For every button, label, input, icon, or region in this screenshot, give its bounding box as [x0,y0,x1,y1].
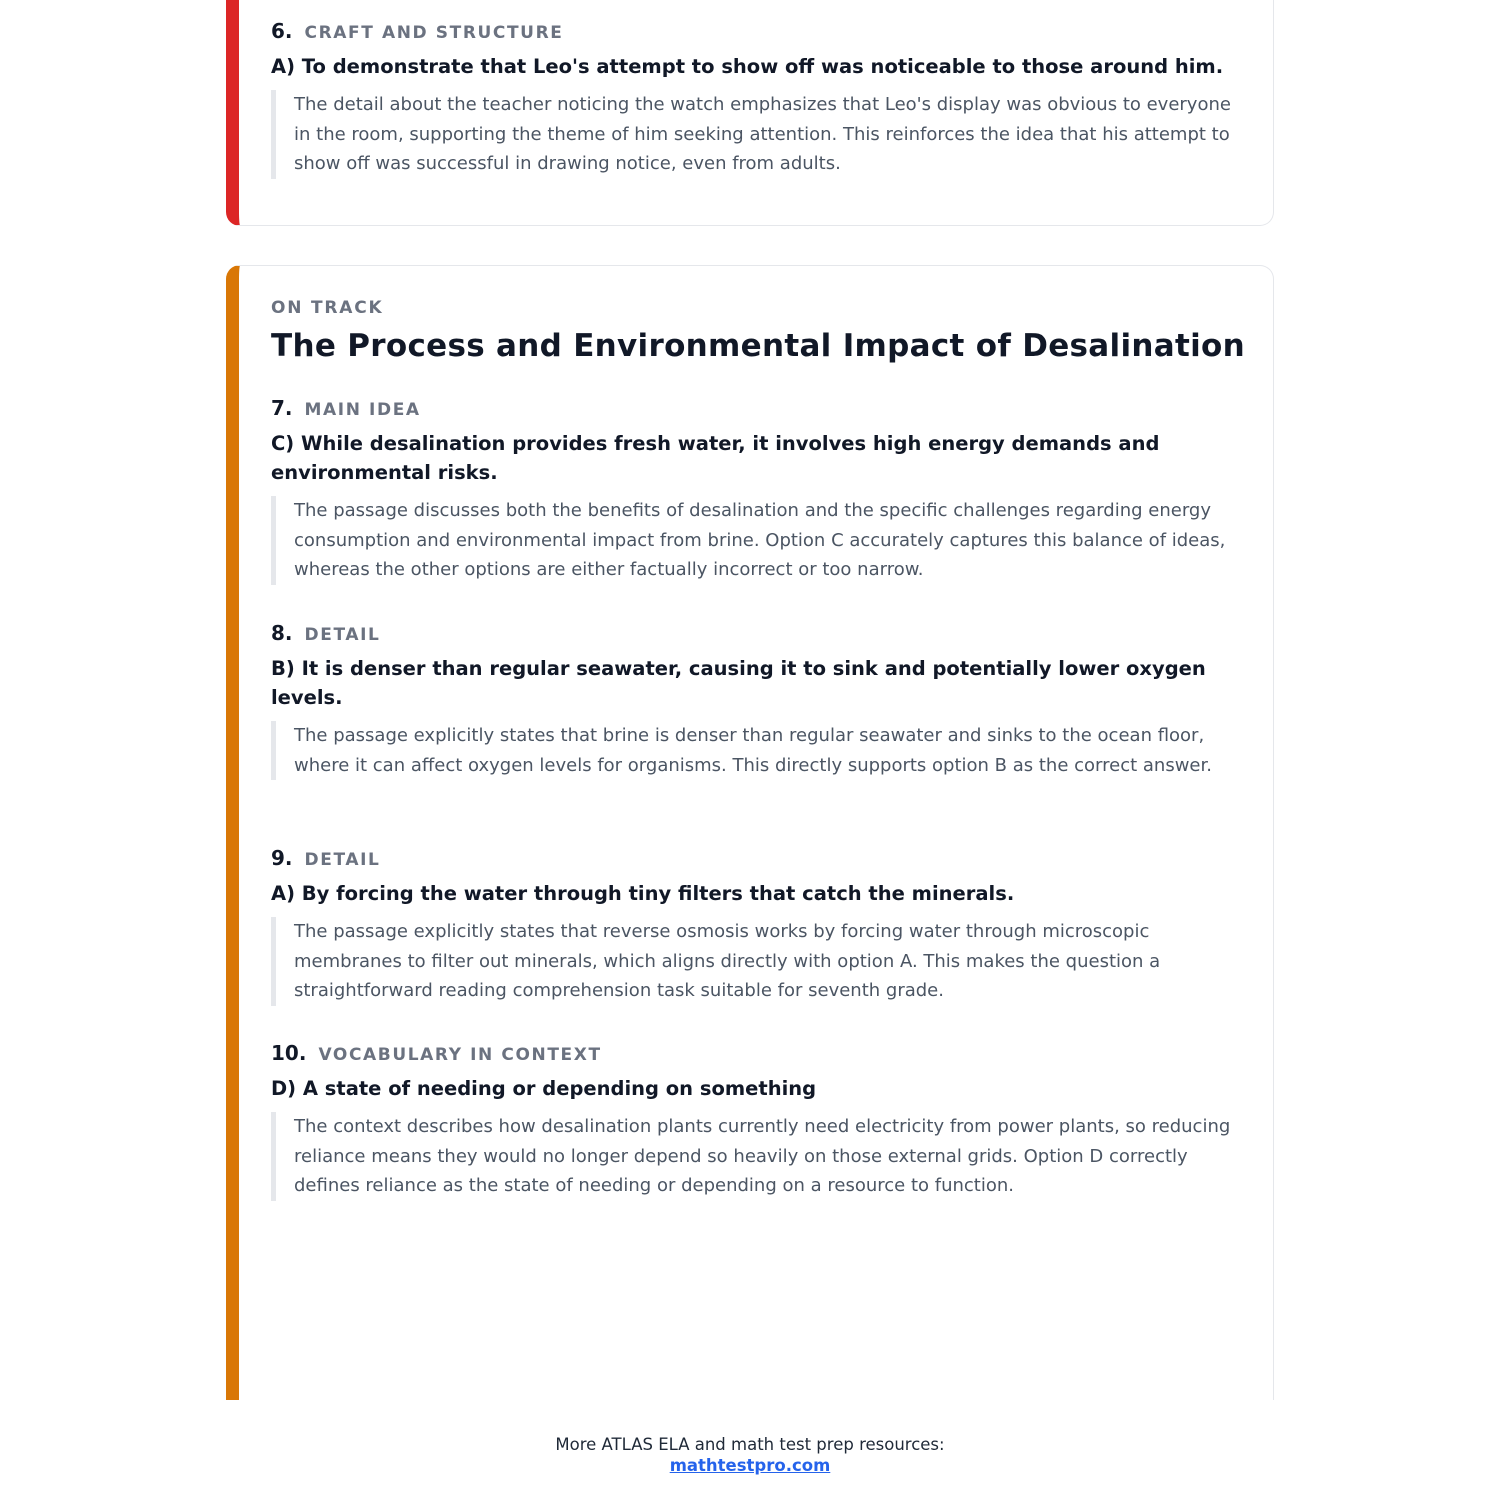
question-number: 6. [271,19,293,43]
passage-title: The Process and Environmental Impact of Desalination [271,328,1245,364]
answer-explanation: The passage explicitly states that reverse osmosis works by forcing water through microscopic membranes to filter out minerals, which aligns directly with option A. This makes the question a straightforward reading comprehension task suitable for seventh grade. [271,917,1245,1006]
track-label: ON TRACK [271,298,384,318]
page-footer [0,1434,1500,1476]
answer-explanation: The passage discusses both the benefits of desalination and the specific challenges regarding energy consumption and environmental impact from brine. Option C accurately captures this balance of ideas, whereas the other options are either factually incorrect or too narrow. [271,496,1245,585]
question-header [271,846,1245,874]
question-8 [271,621,1245,780]
question-number: 9. [271,846,293,870]
question-7 [271,396,1245,585]
correct-answer: C) While desalination provides fresh water, it involves high energy demands and environmental risks. [271,432,1160,484]
question-header [271,621,1245,649]
question-category: DETAIL [304,850,381,870]
question-header [271,396,1245,424]
footer-text: More ATLAS ELA and math test prep resources: [555,1435,945,1454]
question-number: 10. [271,1041,307,1065]
answer-explanation: The passage explicitly states that brine is denser than regular seawater and sinks to the ocean floor, where it can affect oxygen levels for organisms. This directly supports option B as the correct answer. [271,721,1245,780]
answer-explanation: The detail about the teacher noticing the watch emphasizes that Leo's display was obvious to everyone in the room, supporting the theme of him seeking attention. This reinforces the idea that his attempt to show off was successful in drawing notice, even from adults. [271,90,1245,179]
correct-answer: A) To demonstrate that Leo's attempt to show off was noticeable to those around him. [271,55,1224,78]
correct-answer: A) By forcing the water through tiny filters that catch the minerals. [271,882,1015,905]
question-category: MAIN IDEA [304,400,421,420]
question-10 [271,1041,1245,1201]
question-header [271,1041,1245,1069]
question-6 [271,19,1245,179]
question-number: 8. [271,621,293,645]
question-category: DETAIL [304,625,381,645]
on-track-passage-card [226,265,1274,1400]
previous-passage-card [226,0,1274,226]
correct-answer: D) A state of needing or depending on something [271,1077,817,1100]
question-category: VOCABULARY IN CONTEXT [318,1045,602,1065]
question-9 [271,846,1245,1006]
footer-link[interactable]: mathtestpro.com [669,1456,831,1475]
correct-answer: B) It is denser than regular seawater, causing it to sink and potentially lower oxygen levels. [271,657,1206,709]
question-header [271,19,1245,47]
answer-explanation: The context describes how desalination plants currently need electricity from power plants, so reducing reliance means they would no longer depend so heavily on those external grids. Option D correctly defines reliance as the state of needing or depending on a resource to function. [271,1112,1245,1201]
question-number: 7. [271,396,293,420]
question-category: CRAFT AND STRUCTURE [304,23,564,43]
